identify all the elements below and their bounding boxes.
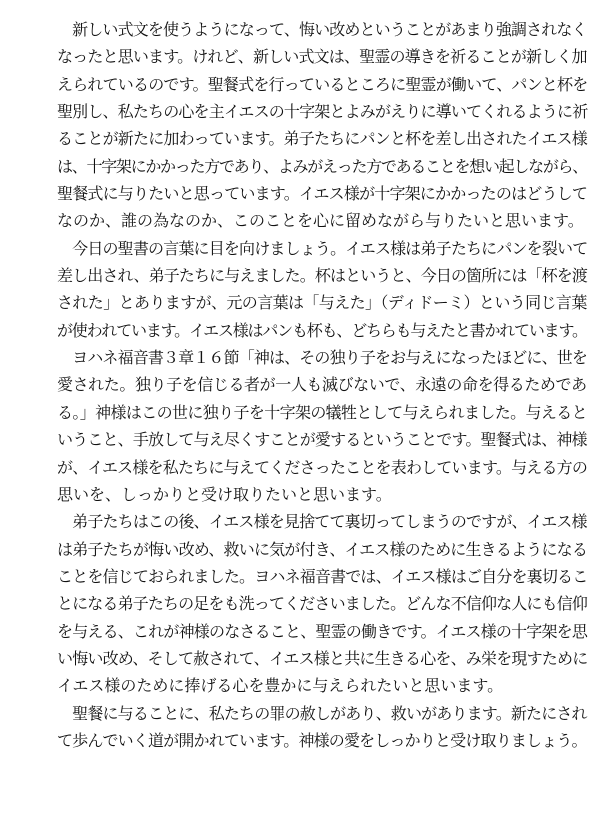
text-line: が使われています。イエス様はパンも杯も、どちらも与えたと書かれています。 [57,320,587,340]
document-body [57,16,587,754]
text-line: ることが新たに加わっています。弟子たちにパンと杯を差し出されたイエス様 [57,129,587,149]
text-line: 聖別し、私たちの心を主イエスの十字架とよみがえりに導いてくれるように祈 [57,102,588,122]
text-line: 思いを、しっかりと受け取りたいと思います。 [57,484,392,504]
text-line: 今日の聖書の言葉に目を向けましょう。イエス様は弟子たちにパンを裂いて [57,238,588,258]
text-line: とになる弟子たちの足をも洗ってくださいました。どんな不信仰な人にも信仰 [57,594,588,614]
text-line: 差し出され、弟子たちに与えました。杯はというと、今日の箇所には「杯を渡 [57,266,587,286]
text-line: 弟子たちはこの後、イエス様を見捨てて裏切ってしまうのですが、イエス様 [57,512,587,532]
text-line: 新しい式文を使うようになって、悔い改めということがあまり強調されなく [57,20,587,39]
text-line: を与える、これが神様のなさること、聖霊の働きです。イエス様の十字架を思 [57,621,588,641]
text-line: なったと思います。けれど、新しい式文は、聖霊の導きを祈ることが新しく加 [57,47,587,67]
text-line: る。」神様はこの世に独り子を十字架の犠牲として与えられました。与えると [57,402,588,422]
text-line: えられているのです。聖餐式を行っているところに聖霊が働いて、パンと杯を [57,74,588,94]
text-line: された」とありますが、元の言葉は「与えた」（ディドーミ）という同じ言葉 [57,293,587,313]
text-line: ヨハネ福音書３章１６節「神は、その独り子をお与えになったほどに、世を [57,348,588,368]
text-line: イエス様のために捧げる心を豊かに与えられたいと思います。 [57,676,504,696]
text-line: ことを信じておられました。ヨハネ福音書では、イエス様はご自分を裏切るこ [57,566,588,586]
text-line: は、十字架にかかった方であり、よみがえった方であることを想い起しながら、 [57,156,588,176]
text-line: て歩んでいく道が開かれています。神様の愛をしっかりと受け取りましょう。 [57,730,587,750]
text-line: が、イエス様を私たちに与えてくださったことを表わしています。与える方の [57,457,588,477]
text-line: なのか、誰の為なのか、このことを心に留めながら与りたいと思います。 [57,211,584,231]
text-line: 愛された。独り子を信じる者が一人も滅びないで、永遠の命を得るためであ [57,375,587,395]
text-line: いうこと、手放して与え尽くすことが愛するということです。聖餐式は、神様 [57,430,587,450]
text-line: 聖餐に与ることに、私たちの罪の赦しがあり、救いがあります。新たにされ [57,703,587,723]
text-line: 聖餐式に与りたいと思っています。イエス様が十字架にかかったのはどうして [57,184,588,204]
text-line: い悔い改め、そして赦されて、イエス様と共に生きる心を、み栄を現すために [57,648,588,668]
text-line: は弟子たちが悔い改め、救いに気が付き、イエス様のために生きるようになる [57,539,588,559]
